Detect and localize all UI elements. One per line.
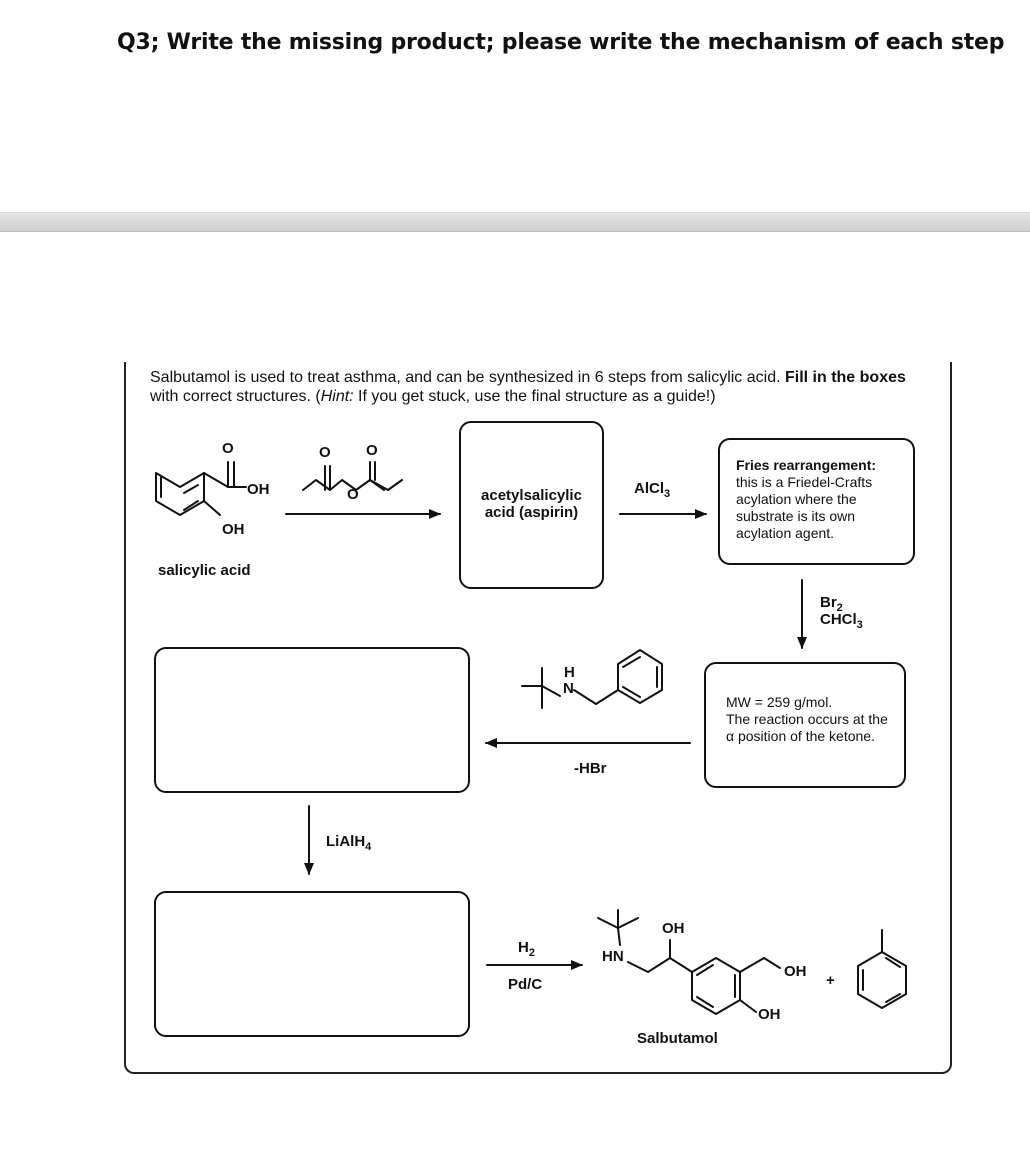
reagent-pdc: Pd/C [508, 976, 543, 993]
intro-part-2: with correct structures. ( [150, 388, 321, 405]
reagent-lialh4 [326, 833, 371, 856]
atom-oh-carboxyl: OH [247, 481, 270, 498]
salbutamol-label: Salbutamol [637, 1030, 718, 1047]
reagent-h2-sub: 2 [528, 947, 535, 959]
atom-oh-salbutamol-2: OH [784, 963, 807, 980]
toluene-structure [858, 930, 906, 1008]
salicylic-acid-structure [156, 462, 246, 515]
box-aspirin [459, 421, 604, 589]
intro-part-3: If you get stuck, use the final structure as a guide!) [353, 388, 716, 405]
reagent-br2-text: Br [820, 594, 837, 611]
fries-title: Fries rearrangement: [736, 457, 877, 473]
reagent-chcl3 [820, 611, 863, 634]
reagent-hbr: -HBr [574, 760, 607, 777]
plus-sign: + [826, 972, 835, 989]
intro-part-1: Salbutamol is used to treat asthma, and can be synthesized in 6 steps from salicylic acid. [150, 369, 785, 386]
salbutamol-structure [598, 910, 780, 1014]
question-title: Q3; Write the missing product; please write the mechanism of each step [117, 30, 1005, 55]
fries-description: this is a Friedel-Crafts acylation where the substrate is its own acylation agent. [736, 474, 873, 541]
atom-h-amine: H [564, 664, 575, 681]
atom-hn-salbutamol: HN [602, 948, 624, 965]
box-fries-rearrangement [718, 438, 915, 565]
mw-text-block [726, 694, 896, 745]
reagent-lialh4-sub: 4 [365, 841, 372, 853]
box-aspirin-line2: acid (aspirin) [484, 504, 579, 521]
answer-box-amination[interactable] [154, 647, 470, 793]
atom-o-bridge: O [347, 486, 359, 503]
reagent-chcl3-text: CHCl [820, 611, 857, 628]
atom-oh-salbutamol-1: OH [662, 920, 685, 937]
intro-bold: Fill in the boxes [784, 369, 906, 386]
reagent-alcl3 [634, 480, 670, 503]
atom-n-amine: N [563, 680, 574, 697]
box-aspirin-line1: acetylsalicylic [481, 487, 582, 504]
atom-o-anhydride-1: O [319, 444, 331, 461]
benzyl-tert-butylamine-structure [522, 650, 662, 708]
mw-description: The reaction occurs at the α position of the ketone. [726, 711, 888, 744]
atom-o-anhydride-2: O [366, 442, 378, 459]
reagent-br2-sub: 2 [836, 602, 843, 614]
fries-text-block [736, 457, 906, 542]
reagent-h2-text: H [518, 939, 529, 956]
atom-oh-phenol: OH [222, 521, 245, 538]
atom-oh-salbutamol-3: OH [758, 1006, 781, 1023]
reagent-chcl3-sub: 3 [856, 619, 863, 631]
box-bromination-product [704, 662, 906, 788]
reagent-lialh4-text: LiAlH [326, 833, 366, 850]
atom-o-carboxyl: O [222, 440, 234, 457]
reagent-alcl3-text: AlCl [634, 480, 664, 497]
reagent-h2 [518, 939, 535, 962]
answer-box-reduction[interactable] [154, 891, 470, 1037]
reagent-alcl3-sub: 3 [664, 488, 671, 500]
salicylic-acid-label: salicylic acid [158, 562, 251, 579]
intro-hint: Hint: [320, 388, 354, 405]
mw-value: MW = 259 g/mol. [726, 694, 833, 710]
